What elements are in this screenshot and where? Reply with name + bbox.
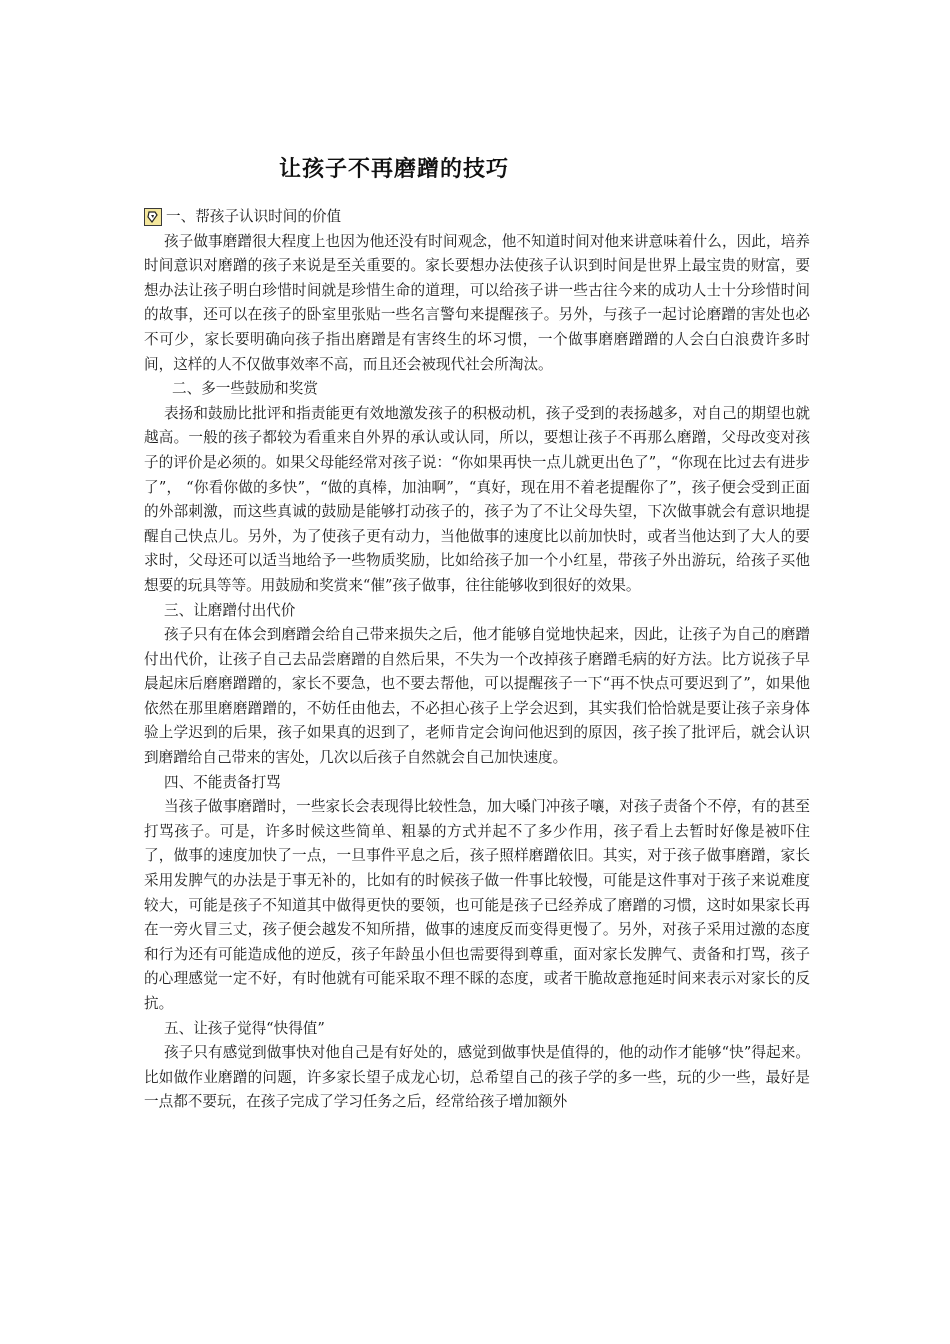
section-body-5: 孩子只有感觉到做事快对他自己是有好处的，感觉到做事快是值得的，他的动作才能够“快”得起来。比如做作业磨蹭的问题，许多家长望子成龙心切，总希望自己的孩子学的多一些，玩的少一些，最好是一点都不要玩，在孩子完成了学习任务之后，经常给孩子增加额外 (144, 1044, 810, 1111)
section-body-2: 表扬和鼓励比批评和指责能更有效地激发孩子的积极动机，孩子受到的表扬越多，对自己的期望也就越高。一般的孩子都较为看重来自外界的承认或认同，所以，要想让孩子不再那么磨蹭，父母改变对孩子的评价是必须的。如果父母能经常对孩子说：“你如果再快一点儿就更出色了”，“你现在比过去有进步了”， “你看你做的多快”，“做的真棒，加油啊”，“真好，现在用不着老提醒你了”，孩子便会受到正面的外部刺激，而这些真诚的鼓励是能够打动孩子的，孩子为了不让父母失望，下次做事就会有意识地提醒自己快点儿。另外，为了使孩子更有动力，当他做事的速度比以前加快时，或者当他达到了大人的要求时，父母还可以适当地给予一些物质奖励，比如给孩子加一个小红星，带孩子外出游玩，给孩子买他想要的玩具等等。用鼓励和奖赏来“催”孩子做事，往往能够收到很好的效果。 (144, 404, 810, 594)
document-title: 让孩子不再磨蹭的技巧 (278, 157, 509, 182)
section-body-4: 当孩子做事磨蹭时，一些家长会表现得比较性急，加大嗓门冲孩子嚷，对孩子责备个不停，有的甚至打骂孩子。可是，许多时候这些简单、粗暴的方式并起不了多少作用，孩子看上去暂时好像是被吓住了，做事的速度加快了一点，一旦事件平息之后，孩子照样磨蹭依旧。其实，对于孩子做事磨蹭，家长采用发脾气的办法是于事无补的，比如有的时候孩子做一件事比较慢，可能是这件事对于孩子来说难度较大，可能是孩子不知道其中做得更快的要领，也可能是孩子已经养成了磨蹭的习惯，这时如果家长再在一旁火冒三丈，孩子便会越发不知所措，做事的速度反而变得更慢了。另外，对孩子采用过激的态度和行为还有可能造成他的逆反，孩子年龄虽小但也需要得到尊重，面对家长发脾气、责备和打骂，孩子的心理感觉一定不好，有时他就有可能采取不理不睬的态度，或者干脆故意拖延时间来表示对家长的反抗。 (144, 798, 810, 1012)
section-heading-1 (144, 205, 810, 230)
section-heading-1-text: 一、帮孩子认识时间的价值 (166, 208, 342, 225)
smart-tag-icon[interactable] (144, 208, 162, 226)
section-heading-3: 三、让磨蹭付出代价 (164, 601, 296, 619)
section-body-3: 孩子只有在体会到磨蹭会给自己带来损失之后，他才能够自觉地快起来，因此，让孩子为自己的磨蹭付出代价，让孩子自己去品尝磨蹭的自然后果，不失为一个改掉孩子磨蹭毛病的好方法。比方说孩子早晨起床后磨磨蹭蹭的，家长不要急，也不要去帮他，可以提醒孩子一下“再不快点可要迟到了”，如果他依然在那里磨磨蹭蹭的，不妨任由他去，不必担心孩子上学会迟到，其实我们恰恰就是要让孩子亲身体验上学迟到的后果，孩子如果真的迟到了，老师肯定会询问他迟到的原因，孩子挨了批评后，就会认识到磨蹭给自己带来的害处，几次以后孩子自然就会自己加快速度。 (144, 626, 810, 767)
section-heading-2: 二、多一些鼓励和奖赏 (172, 380, 318, 398)
section-heading-4: 四、不能责备打骂 (164, 773, 281, 791)
section-heading-5: 五、让孩子觉得“快得值” (164, 1019, 325, 1037)
section-body-1: 孩子做事磨蹭很大程度上也因为他还没有时间观念，他不知道时间对他来讲意味着什么，因此，培养时间意识对磨蹭的孩子来说是至关重要的。家长要想办法使孩子认识到时间是世界上最宝贵的财富，要想办法让孩子明白珍惜时间就是珍惜生命的道理，可以给孩子讲一些古往今来的成功人士十分珍惜时间的故事，还可以在孩子的卧室里张贴一些名言警句来提醒孩子。另外，与孩子一起讨论磨蹭的害处也必不可少，家长要明确向孩子指出磨蹭是有害终生的坏习惯，一个做事磨磨蹭蹭的人会白白浪费许多时间，这样的人不仅做事效率不高，而且还会被现代社会所淘汰。 (144, 232, 810, 373)
document-body (144, 205, 810, 1115)
